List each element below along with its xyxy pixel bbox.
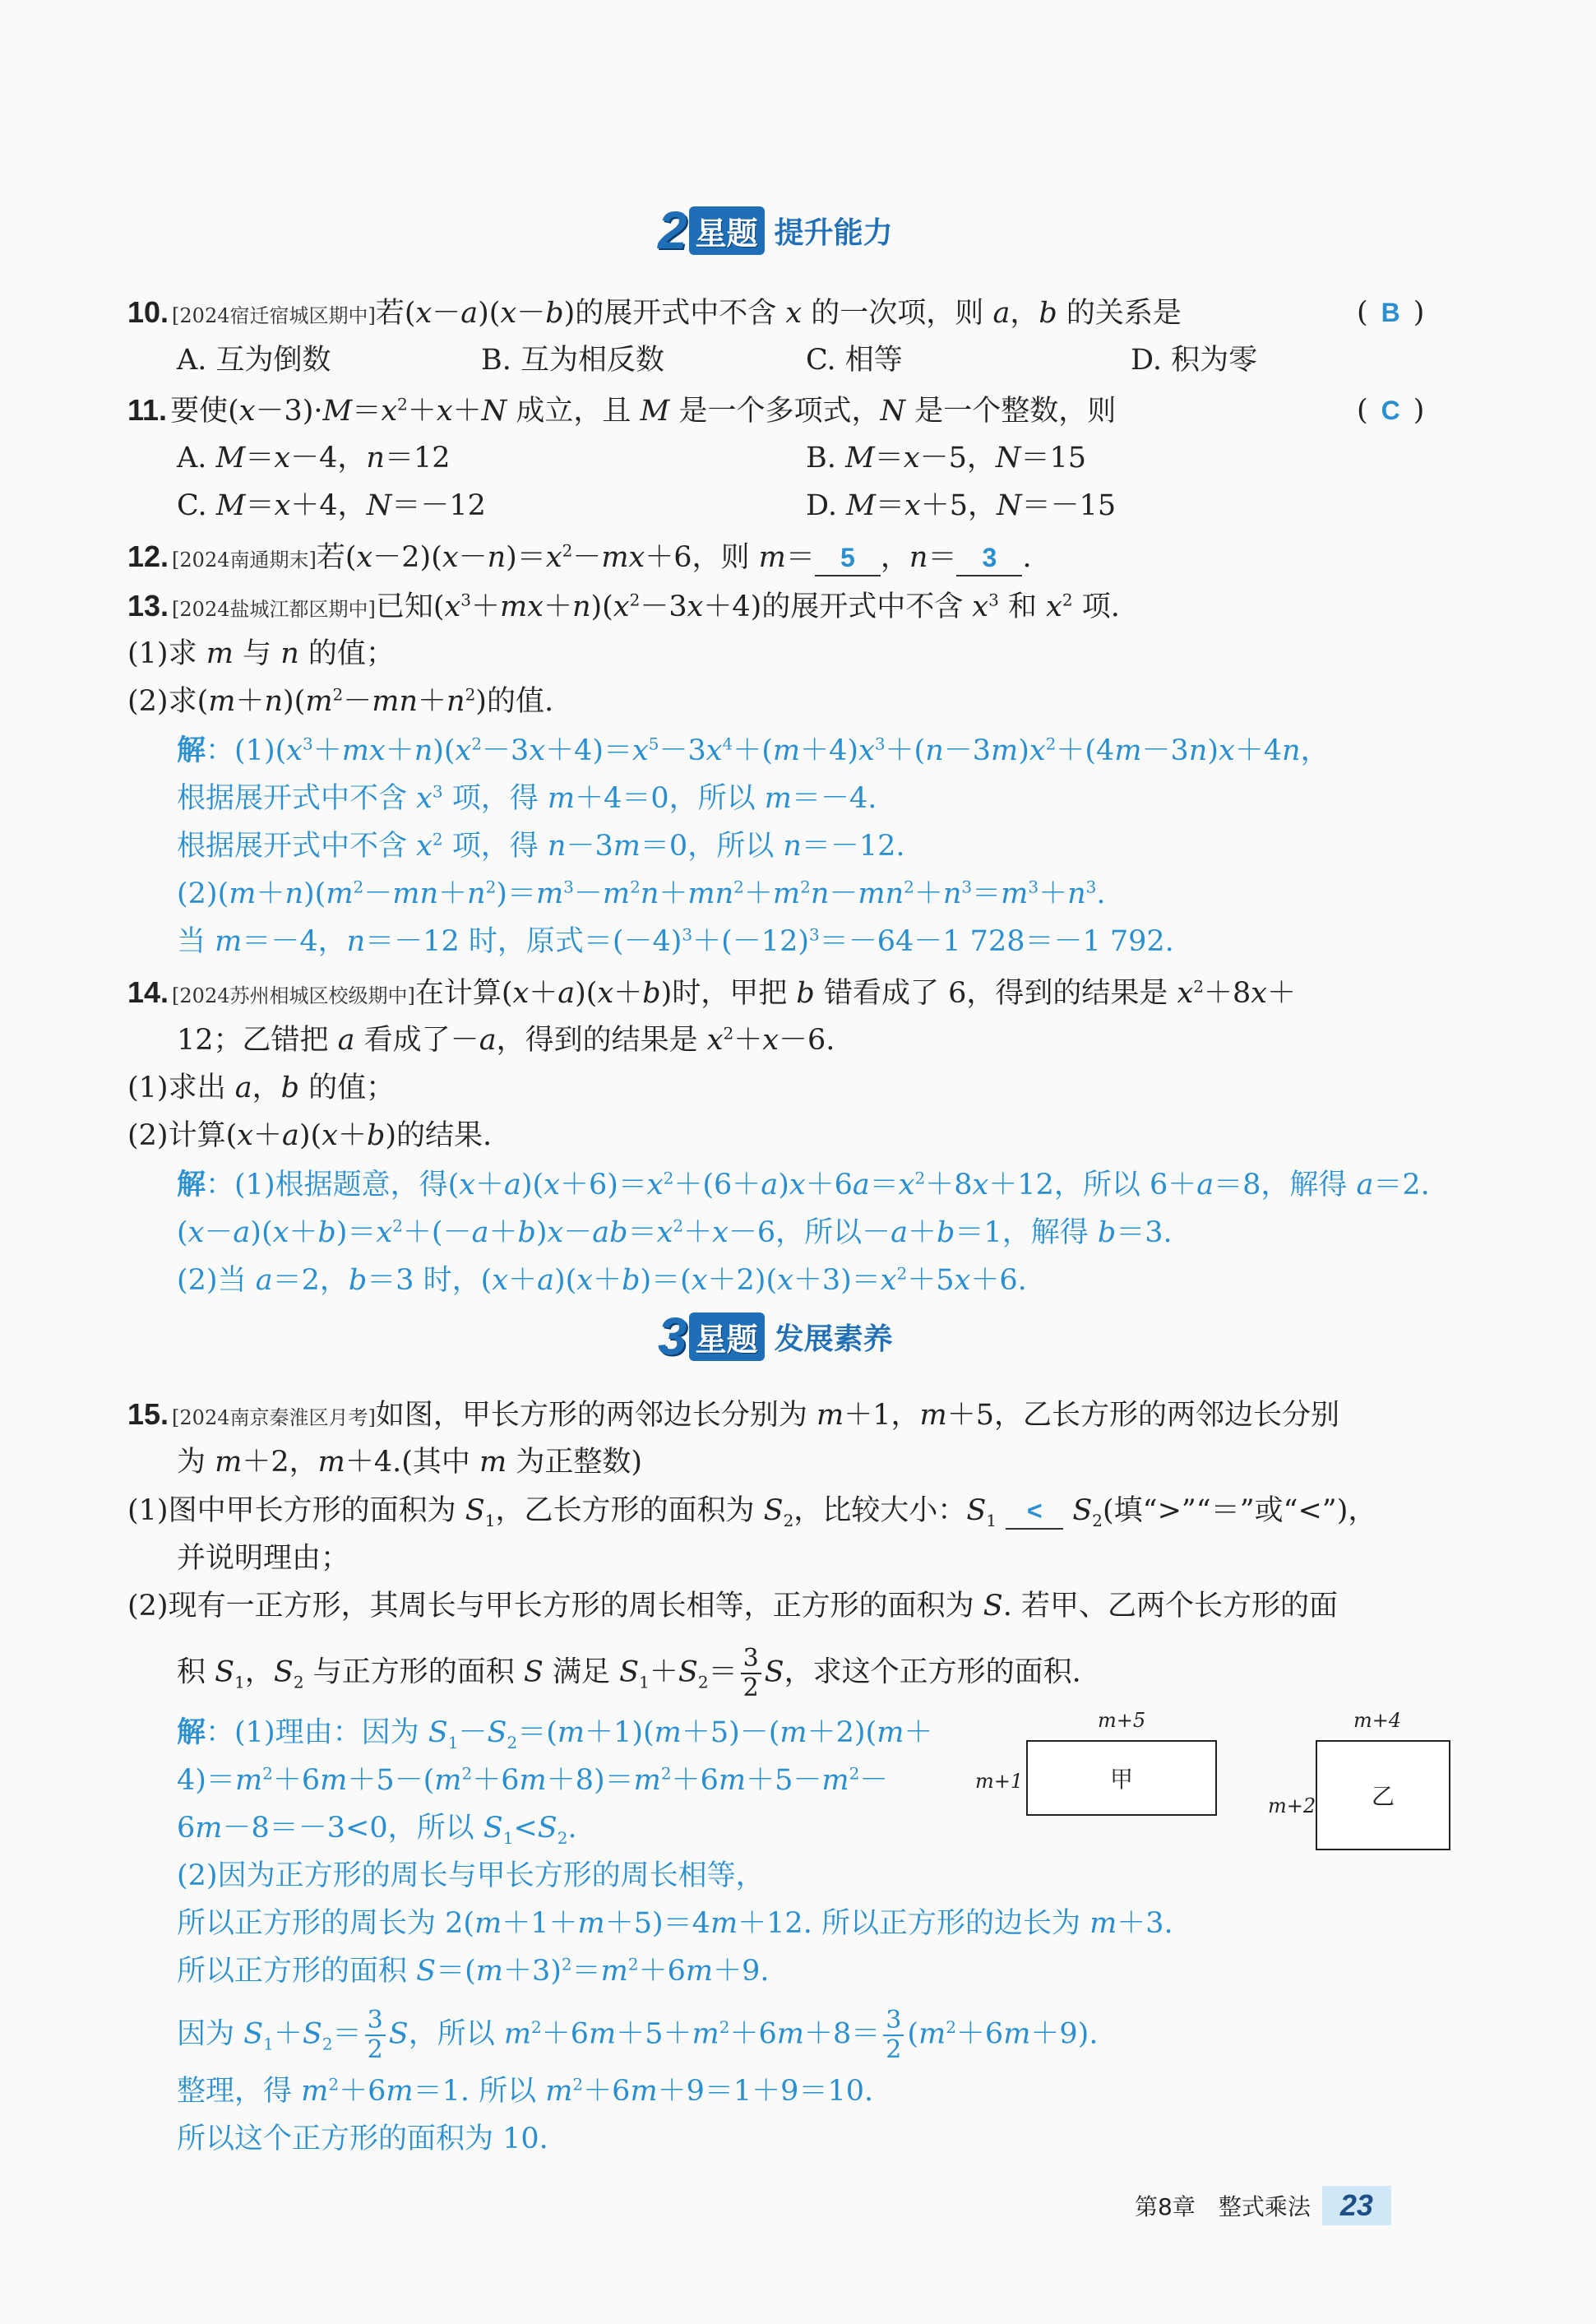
rectangle-jia xyxy=(1026,1740,1217,1816)
q13-solution-5: 当 m＝－4，n＝－12 时，原式$=(-4)^3+(-12)^3=-64-1$ 728＝－1 792. xyxy=(177,924,1174,958)
option-a: A. M＝x－4，n＝12 xyxy=(177,442,451,475)
question-source: [2024南通期末] xyxy=(172,549,317,572)
option-a: A. 互为倒数 xyxy=(177,344,331,377)
section-badge: 3 xyxy=(658,1307,687,1366)
question-13: 13. [2024盐城江都区期中]已知$(x^3+mx+n)(x^2-3x+4)$的展开式中不含 $x^3$ 和 $x^2$ 项. xyxy=(127,589,1120,623)
blank-m: 5 xyxy=(815,540,881,576)
section-header-2star xyxy=(658,201,893,259)
q15-solution-8: 整理，得 $m^2+6m=1$. 所以 $m^2+6m+9=1+9=10$. xyxy=(177,2074,874,2108)
q13-solution-1: 解：$(1)(x^3+mx+n)(x^2-3x+4)=x^5-3x^4+(m+4)x^3+(n-3m)x^2+(4m-3n)x+4n$， xyxy=(177,734,1330,767)
jia-top-label: m+5 xyxy=(1098,1709,1146,1732)
answer-paren-11: ( C ) xyxy=(1357,394,1425,427)
q13-part1: (1)求 m 与 n 的值； xyxy=(127,637,395,670)
jia-side-label: m+1 xyxy=(975,1770,1024,1793)
q13-part2: (2)求$(m+n)(m^2-mn+n^2)$的值. xyxy=(127,684,554,718)
question-14-cont: 12；乙错把 a 看成了－a，得到的结果是 $x^2+x-6$. xyxy=(177,1023,835,1057)
blank-compare: < xyxy=(1006,1493,1063,1530)
blank-n: 3 xyxy=(956,540,1022,576)
option-d: D. 积为零 xyxy=(1131,344,1258,377)
section-header-3star xyxy=(658,1308,893,1365)
q13-solution-4: $(2)(m+n)(m^2-mn+n^2)=m^3-m^2n+mn^2+m^2n-mn^2+n^3=m^3+n^3$. xyxy=(177,877,1106,910)
answer-choice: B xyxy=(1381,298,1400,327)
question-15: 15. [2024南京秦淮区月考]如图，甲长方形的两邻边长分别为 m＋1，m＋5，乙长方形的两邻边长分别 xyxy=(127,1397,1339,1432)
q15-part1-cont: 并说明理由； xyxy=(177,1542,350,1575)
question-11: 11. 要使$(x-3)\cdot M=x^2+x+N$ 成立，且 M 是一个多项式，N 是一个整数，则 xyxy=(127,393,1117,428)
section-badge: 2 xyxy=(658,201,687,260)
rectangle-yi xyxy=(1316,1740,1450,1850)
question-10: 10. [2024宿迁宿城区期中]若(x－a)(x－b)的展开式中不含 x 的一次项，则 a，b 的关系是 xyxy=(127,295,1182,330)
question-number: 14. xyxy=(127,975,169,1009)
option-b: B. M＝x－5，N＝15 xyxy=(806,442,1087,475)
question-source: [2024苏州相城区校级期中] xyxy=(172,984,415,1007)
question-14: 14. [2024苏州相城区校级期中]在计算(x＋a)(x＋b)时，甲把 b 错看成了 6，得到的结果是 $x^2+8x+$ xyxy=(127,975,1297,1010)
section-star-label: 星题 xyxy=(689,206,765,255)
question-number: 13. xyxy=(127,589,169,623)
q14-part1: (1)求出 a，b 的值； xyxy=(127,1072,396,1104)
rectangle-label: 甲 xyxy=(1109,1766,1133,1793)
q14-part2: (2)计算(x＋a)(x＋b)的结果. xyxy=(127,1119,493,1152)
question-number: 10. xyxy=(127,295,169,329)
page-number: 23 xyxy=(1322,2186,1391,2225)
q14-solution-2: $(x-a)(x+b)=x^2+(-a+b)x-ab=x^2+x-6$，所以－a＋b＝1，解得 b＝3. xyxy=(177,1215,1173,1249)
q15-solution-7: 因为 $S_1+S_2=$ $\frac{3}{2}$ S，所以 $m^2+6m+5+m^2+6m+8=$ $\frac{3}{2}$ $(m^2+6m+9)$. xyxy=(177,2006,1099,2064)
yi-side-label: m+2 xyxy=(1268,1794,1316,1817)
answer-choice: C xyxy=(1381,396,1400,425)
question-source: [2024盐城江都区期中] xyxy=(172,598,376,621)
question-source: [2024宿迁宿城区期中] xyxy=(172,304,376,327)
q14-solution-1: 解：(1)根据题意，得$(x+a)(x+6)=x^2+(6+a)x+6a=x^2+8x+12$，所以 6＋a＝8，解得 a＝2. xyxy=(177,1168,1430,1201)
option-c: C. 相等 xyxy=(806,344,903,377)
q13-solution-2: 根据展开式中不含 $x^3$ 项，得 m＋4＝0，所以 m＝－4. xyxy=(177,781,877,815)
q15-solution-2: $4)=m^2+6m+5-(m^2+6m+8)=m^2+6m+5-m^2-$ xyxy=(177,1763,889,1797)
q14-solution-3: (2)当 a＝2，b＝3 时，$(x+a)(x+b)=(x+2)(x+3)=x^2+5x+6$. xyxy=(177,1263,1027,1297)
rectangles-figure xyxy=(970,1702,1464,1850)
section-title: 发展素养 xyxy=(774,1322,893,1356)
q15-part1: (1)图中甲长方形的面积为 $S_1$，乙长方形的面积为 $S_2$，比较大小：$S_1 < S_2$(填“>”“＝”或“<”)， xyxy=(127,1494,1377,1530)
question-source: [2024南京秦淮区月考] xyxy=(172,1406,376,1429)
question-15-cont: 为 m＋2，m＋4.(其中 m 为正整数) xyxy=(177,1446,642,1479)
question-number: 15. xyxy=(127,1397,169,1431)
page-footer xyxy=(1135,2186,1391,2225)
section-title: 提升能力 xyxy=(774,215,893,250)
question-number: 11. xyxy=(127,393,168,427)
answer-paren-10: ( B ) xyxy=(1357,296,1425,329)
q15-solution-1: 解：(1)理由：因为 $S_1-S_2=(m+1)(m+5)-(m+2)(m+$ xyxy=(177,1715,933,1752)
section-star-label: 星题 xyxy=(689,1312,765,1361)
chapter-label: 第8章 整式乘法 xyxy=(1135,2193,1311,2220)
question-number: 12. xyxy=(127,539,169,573)
rectangle-label: 乙 xyxy=(1371,1783,1395,1810)
q15-part2-cont: 积 $S_1$，$S_2$ 与正方形的面积 S 满足 $S_1+S_2=$ $\frac{3}{2}$ S，求这个正方形的面积. xyxy=(177,1644,1081,1702)
q15-solution-6: 所以正方形的面积 $S=(m+3)^2=m^2+6m+9$. xyxy=(177,1954,770,1988)
q15-solution-5: 所以正方形的周长为 2(m＋1＋m＋5)＝4m＋12. 所以正方形的边长为 m＋3. xyxy=(177,1907,1173,1940)
option-c: C. M＝x＋4，N＝－12 xyxy=(177,489,486,522)
q15-solution-4: (2)因为正方形的周长与甲长方形的周长相等， xyxy=(177,1859,765,1892)
option-b: B. 互为相反数 xyxy=(481,344,664,377)
q13-solution-3: 根据展开式中不含 $x^2$ 项，得 n－3m＝0，所以 n＝－12. xyxy=(177,829,905,863)
option-d: D. M＝x＋5，N＝－15 xyxy=(806,489,1117,522)
q15-part2: (2)现有一正方形，其周长与甲长方形的周长相等，正方形的面积为 S. 若甲、乙两个长方形的面 xyxy=(127,1590,1338,1623)
yi-top-label: m+4 xyxy=(1353,1709,1402,1732)
q15-solution-3: 6m－8＝－3<0，所以 $S_1<S_2$. xyxy=(177,1812,577,1848)
q15-solution-9: 所以这个正方形的面积为 10. xyxy=(177,2123,548,2155)
question-12: 12. [2024南通期末]若$(x-2)(x-n)=x^2-mx+6$，则 m＝ 5 ，n＝ 3 . xyxy=(127,536,1032,581)
